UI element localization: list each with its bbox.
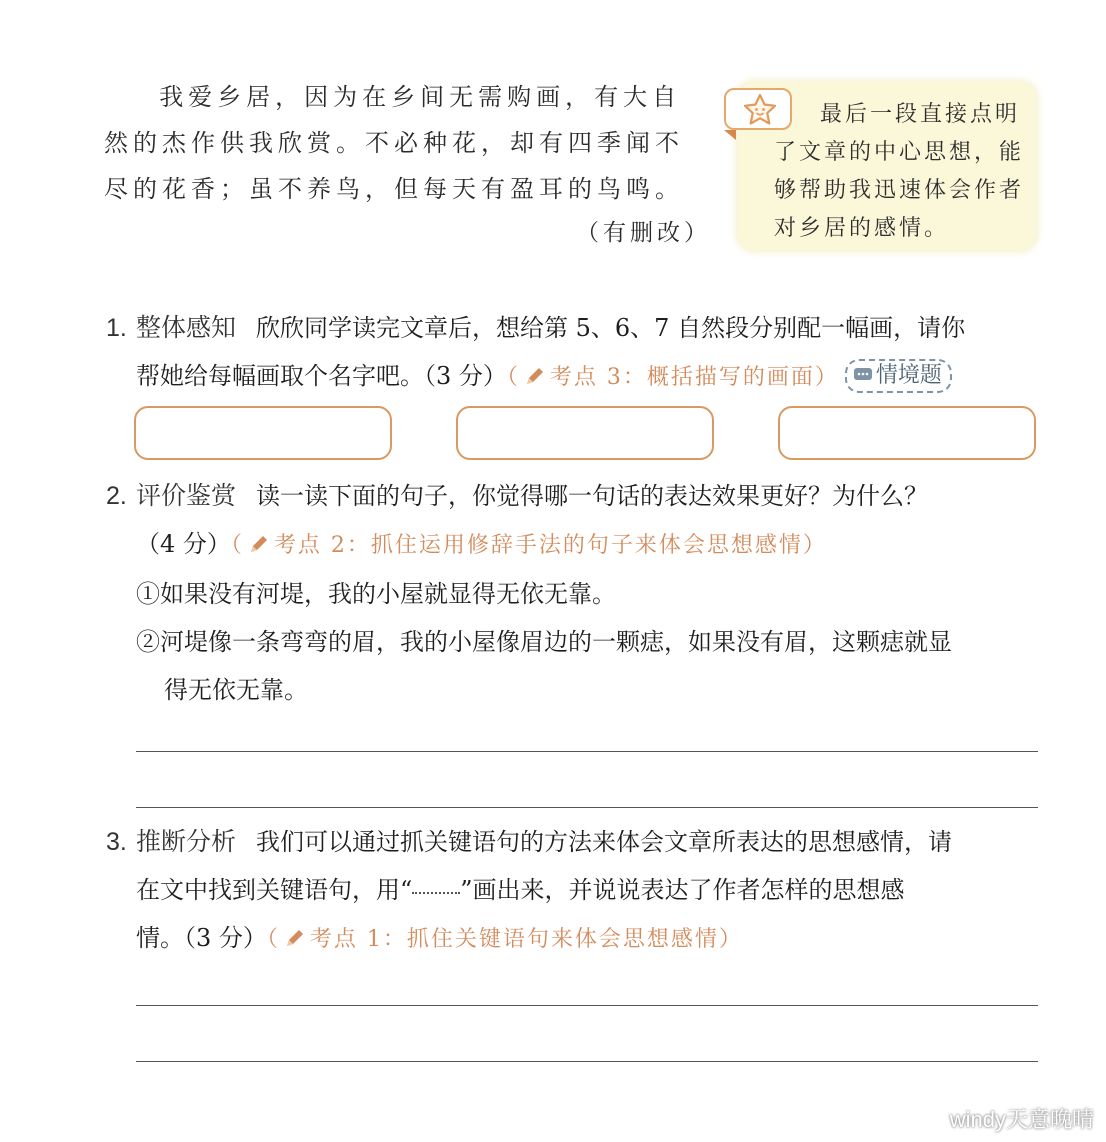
badge-label: 情境题 [875, 363, 942, 388]
answer-line[interactable] [136, 1061, 1038, 1062]
sentence-2-line-1: ②河堤像一条弯弯的眉，我的小屋像眉边的一颗痣，如果没有眉，这颗痣就显 [136, 628, 952, 656]
passage-text: 我爱乡居，因为在乡间无需购画，有大自然的杰作供我欣赏。不必种花，却有四季闻不尽的花香；虽不养鸟，但每天有盈耳的鸟鸣。 [104, 83, 684, 203]
question-prompt: ”画出来，并说说表达了作者怎样的思想感 [460, 876, 905, 904]
answer-box-3[interactable] [778, 406, 1036, 460]
sentence-1: ①如果没有河堤，我的小屋就显得无依无靠。 [136, 580, 616, 608]
question-prompt: 我们可以通过抓关键语句的方法来体会文章所表达的思想感情，请 [256, 828, 953, 856]
answer-line[interactable] [136, 751, 1038, 752]
kaodian-text: 考点 1：抓住关键语句来体会思想感情） [309, 927, 743, 952]
question-title: 推断分析 [136, 828, 237, 856]
pencil-icon [248, 533, 270, 555]
question-prompt: （4 分） [136, 530, 231, 558]
question-1 [106, 304, 1042, 402]
kaodian-label [231, 533, 827, 558]
kaodian-label [267, 927, 743, 952]
question-number: 3. [106, 828, 127, 856]
sentence-2-line-2: 得无依无靠。 [164, 676, 308, 704]
kaodian-text: 考点 3：概括描写的画面） [549, 365, 839, 390]
question-prompt: 读一读下面的句子，你觉得哪一句话的表达效果更好？为什么？ [256, 482, 929, 510]
question-2 [106, 472, 1042, 714]
answer-line[interactable] [136, 807, 1038, 808]
answer-box-1[interactable] [134, 406, 392, 460]
question-3 [106, 818, 1042, 964]
wavy-underline-sample [412, 880, 460, 894]
kaodian-label [507, 365, 839, 390]
answer-box-2[interactable] [456, 406, 714, 460]
pencil-icon [284, 927, 306, 949]
star-icon [742, 92, 778, 128]
question-prompt: 在文中找到关键语句，用“ [136, 876, 413, 904]
question-prompt: 帮她给每幅画取个名字吧。（3 分） [136, 362, 507, 390]
chat-icon [853, 367, 873, 383]
passage [104, 74, 694, 212]
pencil-icon [524, 365, 546, 387]
question-title: 评价鉴赏 [136, 482, 237, 510]
scenario-badge [845, 359, 952, 393]
side-note [738, 82, 1036, 250]
question-prompt: 欣欣同学读完文章后，想给第 5、6、7 自然段分别配一幅画，请你 [256, 314, 966, 342]
kaodian-text: 考点 2：抓住运用修辞手法的句子来体会思想感情） [273, 533, 827, 558]
question-prompt: 情。（3 分） [136, 924, 267, 952]
question-number: 2. [106, 482, 127, 510]
note-tab-tail [724, 130, 736, 140]
kaodian-open-paren: （ [230, 533, 244, 558]
kaodian-open-paren: （ [266, 927, 280, 952]
watermark: windy天意晚晴 [949, 1107, 1094, 1132]
side-note-text: 最后一段直接点明了文章的中心思想，能够帮助我迅速体会作者对乡居的感情。 [774, 102, 1025, 241]
question-title: 整体感知 [136, 314, 237, 342]
answer-line[interactable] [136, 1005, 1038, 1006]
question-number: 1. [106, 314, 127, 342]
kaodian-open-paren: （ [506, 365, 520, 390]
source-note: （有删改） [576, 220, 711, 246]
